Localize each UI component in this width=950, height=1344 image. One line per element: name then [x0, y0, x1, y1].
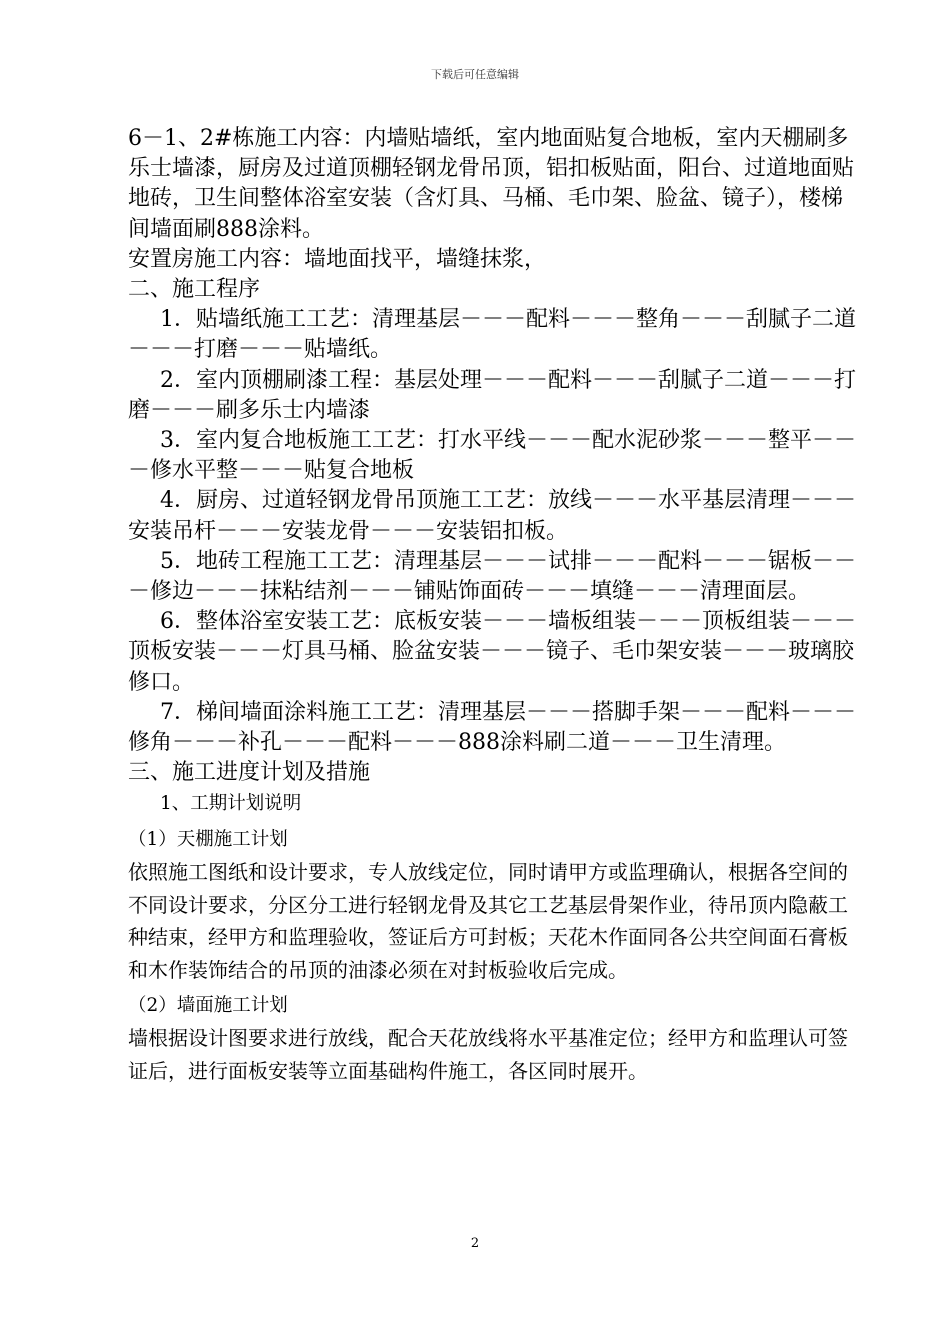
subheading-ceiling-plan: （1）天棚施工计划 [128, 829, 288, 851]
page-content [128, 124, 856, 1087]
section-heading-procedure: 二、施工程序 [128, 277, 261, 303]
procedure-step-2: 2．室内顶棚刷漆工程：基层处理－－－配料－－－刮腻子二道－－－打磨－－－刷多乐士内墙漆 [128, 367, 856, 423]
page-number: 2 [470, 1236, 480, 1251]
section-heading-schedule: 三、施工进度计划及措施 [128, 760, 371, 786]
procedure-step-1: 1．贴墙纸施工工艺：清理基层－－－配料－－－整角－－－刮腻子二道－－－打磨－－－贴墙纸。 [128, 307, 856, 363]
subheading-wall-plan: （2）墙面施工计划 [128, 995, 288, 1017]
paragraph-wall-plan: 墙根据设计图要求进行放线，配合天花放线将水平基准定位；经甲方和监理认可签证后，进行面板安装等立面基础构件施工，各区同时展开。 [128, 1026, 848, 1083]
paragraph-resettlement-scope: 安置房施工内容：墙地面找平，墙缝抹浆， [128, 246, 547, 272]
paragraph-ceiling-plan: 依照施工图纸和设计要求，专人放线定位，同时请甲方或监理确认，根据各空间的不同设计要求，分区分工进行轻钢龙骨及其它工艺基层骨架作业，待吊顶内隐蔽工种结束，经甲方和监理验收，签证后方可封板；天花木作面同各公共空间面石膏板和木作装饰结合的吊顶的油漆必须在对封板验收后完成。 [128, 860, 848, 982]
procedure-step-3: 3．室内复合地板施工工艺：打水平线－－－配水泥砂浆－－－整平－－－修水平整－－－贴复合地板 [128, 428, 856, 484]
procedure-step-5: 5．地砖工程施工工艺：清理基层－－－试排－－－配料－－－锯板－－－修边－－－抹粘结剂－－－铺贴饰面砖－－－填缝－－－清理面层。 [128, 548, 856, 605]
page-header: 下载后可任意编辑 [431, 68, 519, 81]
procedure-step-7: 7．梯间墙面涂料施工工艺：清理基层－－－搭脚手架－－－配料－－－修角－－－补孔－－－配料－－－888涂料刷二道－－－卫生清理。 [128, 699, 856, 756]
paragraph-construction-scope: 6－1、2#栋施工内容：内墙贴墙纸，室内地面贴复合地板，室内天棚刷多乐士墙漆，厨房及过道顶棚轻钢龙骨吊顶，铝扣板贴面，阳台、过道地面贴地砖，卫生间整体浴室安装（含灯具、马桶、毛巾架、脸盆、镜子），楼梯间墙面刷888涂料。 [128, 126, 855, 242]
procedure-step-6: 6．整体浴室安装工艺：底板安装－－－墙板组装－－－顶板组装－－－顶板安装－－－灯具马桶、脸盆安装－－－镜子、毛巾架安装－－－玻璃胶修口。 [128, 609, 856, 695]
subheading-schedule-notes: 1、工期计划说明 [160, 793, 302, 815]
procedure-step-4: 4．厨房、过道轻钢龙骨吊顶施工工艺：放线－－－水平基层清理－－－安装吊杆－－－安装龙骨－－－安装铝扣板。 [128, 488, 856, 544]
